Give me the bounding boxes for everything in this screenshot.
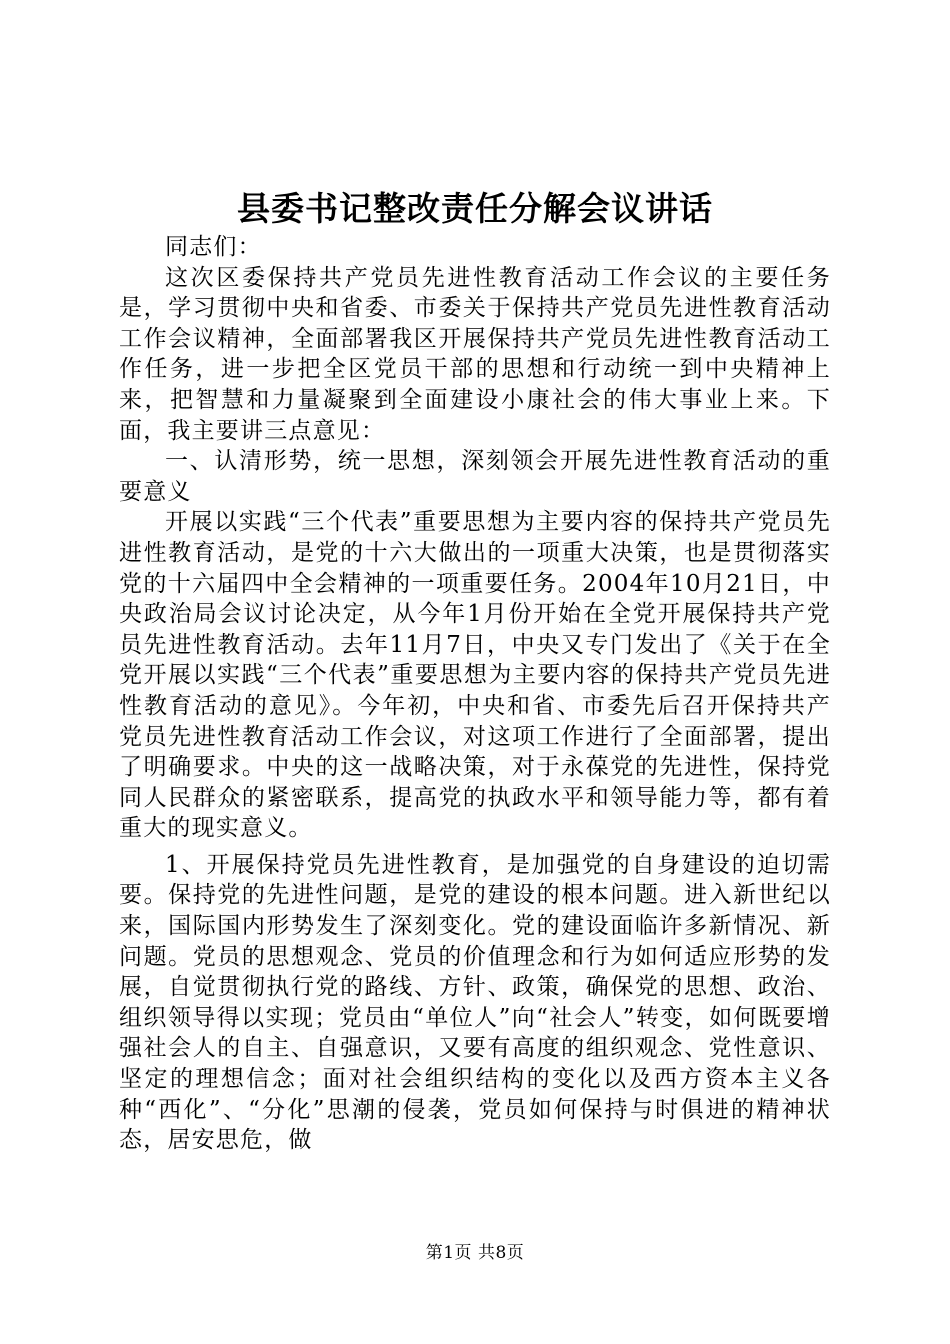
- salutation-paragraph: 同志们：: [165, 234, 262, 260]
- page-footer: 第1页 共8页: [425, 1243, 525, 1263]
- body-paragraph: 开展以实践“三个代表”重要思想为主要内容的保持共产党员先进性教育活动，是党的十六大做出的一项重大决策，也是贯彻落实党的十六届四中全会精神的一项重要任务。2004年10月21日，中央政治局会议讨论决定，从今年1月份开始在全党开展保持共产党员先进性教育活动。去年11月7日，中央又专门发出了《关于在全党开展以实践“三个代表”重要思想为主要内容的保持共产党员先进性教育活动的意见》。今年初，中央和省、市委先后召开保持共产党员先进性教育活动工作会议，对这项工作进行了全面部署，提出了明确要求。中央的这一战略决策，对于永葆党的先进性，保持党同人民群众的紧密联系，提高党的执政水平和领导能力等，都有着重大的现实意义。: [119, 509, 831, 842]
- body-paragraph: 1、开展保持党员先进性教育，是加强党的自身建设的迫切需要。保持党的先进性问题，是党的建设的根本问题。进入新世纪以来，国际国内形势发生了深刻变化。党的建设面临许多新情况、新问题。党员的思想观念、党员的价值理念和行为如何适应形势的发展，自觉贯彻执行党的路线、方针、政策，确保党的思想、政治、组织领导得以实现；党员由“单位人”向“社会人”转变，如何既要增强社会人的自主、自强意识，又要有高度的组织观念、党性意识、坚定的理想信念；面对社会组织结构的变化以及西方资本主义各种“西化”、“分化”思潮的侵袭，党员如何保持与时俱进的精神状态，居安思危，做: [119, 851, 831, 1154]
- document-title: 县委书记整改责任分解会议讲话: [237, 189, 713, 228]
- section-heading-1: 一、认清形势，统一思想，深刻领会开展先进性教育活动的重要意义: [119, 448, 831, 505]
- intro-paragraph: 这次区委保持共产党员先进性教育活动工作会议的主要任务是，学习贯彻中央和省委、市委关于保持共产党员先进性教育活动工作会议精神，全面部署我区开展保持共产党员先进性教育活动工作任务，进一步把全区党员干部的思想和行动统一到中央精神上来，把智慧和力量凝聚到全面建设小康社会的伟大事业上来。下面，我主要讲三点意见：: [119, 264, 831, 444]
- document-body: [119, 232, 831, 1156]
